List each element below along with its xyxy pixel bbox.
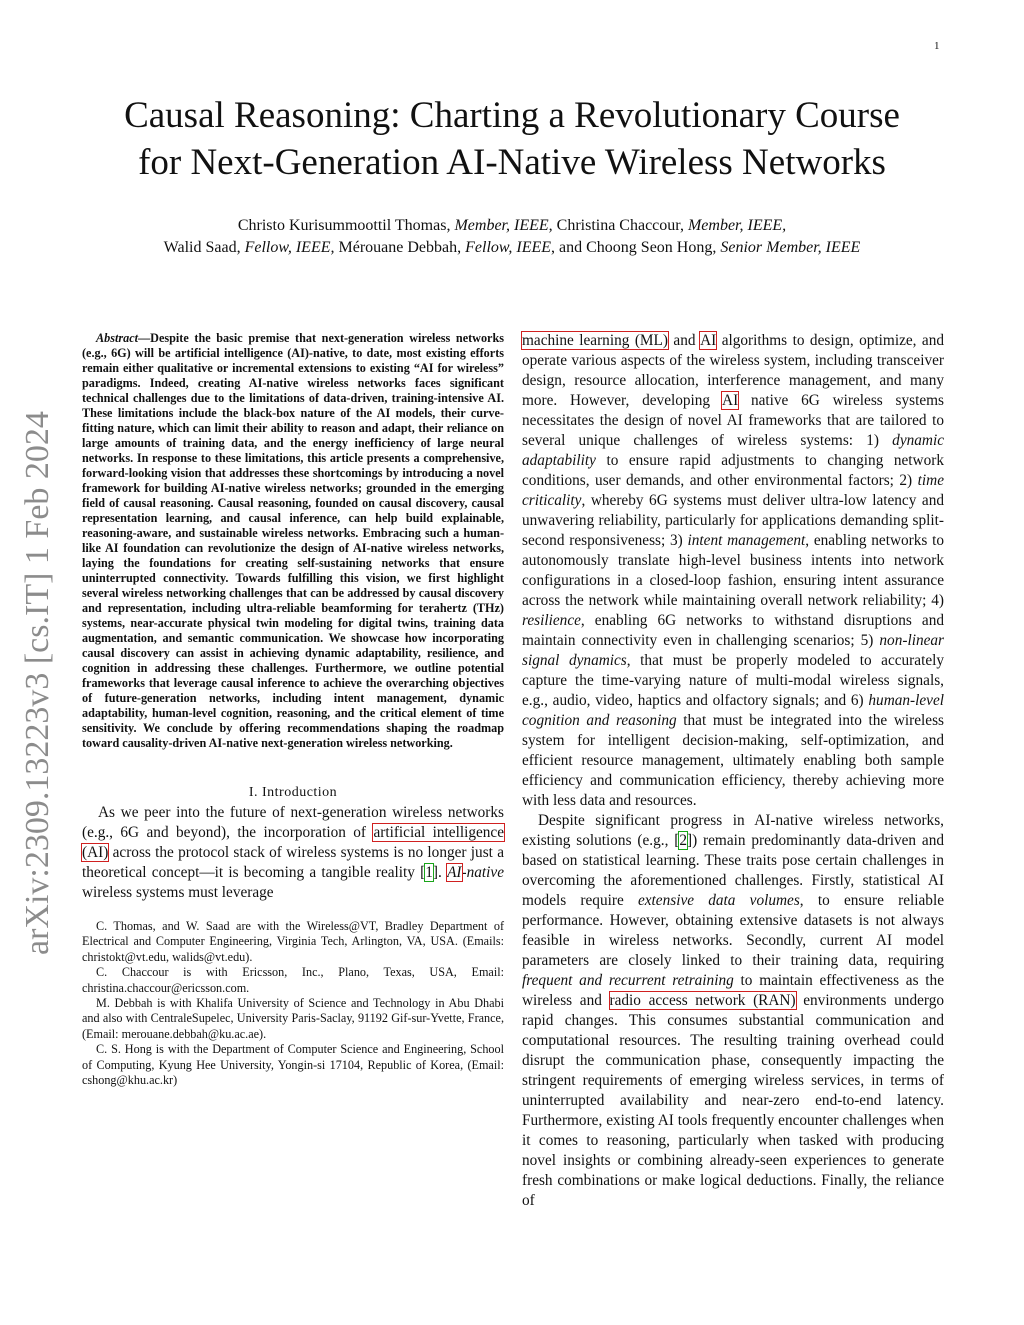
text-run: to ensure rapid adjustments to changing network conditions, user demands, and other environmental factors; 2) bbox=[522, 452, 944, 489]
text-run: algorithms to design, optimize, and operate various aspects of the wireless system, including transceiver design, resource allocation, interference management, and many more. However, developing bbox=[522, 332, 945, 409]
text-run: As we peer into the future of next-generation wireless networks (e.g., 6G and beyond), the incorporation of bbox=[82, 804, 504, 841]
body-paragraph bbox=[522, 811, 944, 1211]
author-line-1 bbox=[60, 215, 964, 237]
footnote: C. Chaccour is with Ericsson, Inc., Plano, Texas, USA, Email: christina.chaccour@ericsson.com. bbox=[82, 965, 504, 995]
author-affiliation-footnotes bbox=[82, 919, 504, 1088]
section-heading-introduction: I. Introduction bbox=[248, 785, 338, 800]
author-role: Member, IEEE, bbox=[687, 217, 787, 234]
page-number: 1 bbox=[934, 40, 940, 52]
author-role: Senior Member, IEEE bbox=[720, 239, 861, 256]
text-run: , enabling 6G networks to withstand disruptions and maintain connectivity even in challenging scenarios; 5) bbox=[522, 612, 944, 649]
author-role: Fellow, IEEE, bbox=[244, 239, 335, 256]
acronym-link-ran[interactable]: radio access network (RAN) bbox=[609, 992, 796, 1009]
text-run: across the protocol stack of wireless systems is no longer just a theoretical concept—it is becoming a tangible reality [ bbox=[82, 844, 504, 881]
text-run: Despite significant progress in AI-native wireless networks, existing solutions (e.g., [ bbox=[522, 812, 944, 849]
text-run: wireless systems must leverage bbox=[82, 884, 274, 901]
title-line-1: Causal Reasoning: Charting a Revolutionary Course bbox=[124, 95, 900, 136]
author-name: Mérouane Debbah, bbox=[334, 239, 466, 256]
left-column bbox=[82, 331, 504, 1088]
abstract-text: —Despite the basic premise that next-generation wireless networks (e.g., 6G) will be artificial intelligence (AI)-native, to date, most existing efforts remain either qualitative or incremental extensions to existing “AI for wireless” paradigms. Indeed, creating AI-native wireless networks faces significant technical challenges due to the limitations of data-driven, training-intensive AI. These limitations include the black-box nature of the AI models, their curve-fitting nature, which can limit their ability to reason and adapt, their reliance on large amounts of training data, and the energy inefficiency of large neural networks. In response to these limitations, this article presents a comprehensive, forward-looking vision that addresses these shortcomings by introducing a novel framework for building AI-native wireless networks; grounded in the emerging field of causal reasoning. Causal reasoning, founded on causal discovery, causal representation learning, and causal inference, can help build explainable, reasoning-aware, and sustainable wireless networks. Embracing such a human-like AI foundation can revolutionize the design of AI-native wireless networks, laying the foundations for creating self-sustaining networks that ensure uninterrupted connectivity. Towards fulfilling this vision, we first highlight several wireless networking challenges that can be addressed by causal discovery and representation, including ultra-reliable beamforming for terahertz (THz) systems, near-accurate physical twin modeling for digital twins, training data augmentation, and semantic communication. We showcase how incorporating causal discovery can assist in achieving dynamic adaptability, resilience, and cognition in addressing these challenges. Furthermore, we outline potential frameworks that leverage causal inference to achieve the overarching objectives of future-generation networks, including intent management, dynamic adaptability, human-level cognition, reasoning, and the critical element of time sensitivity. We conclude by offering recommendations shaping the roadmap toward causality-driven AI-native next-generation wireless networking. bbox=[82, 331, 504, 750]
body-paragraph bbox=[522, 331, 944, 811]
text-run: , whereby 6G systems must deliver ultra-low latency and unwavering reliability, particularly for applications demanding split-second responsiveness; 3) bbox=[522, 492, 944, 549]
acronym-link-ai[interactable]: AI bbox=[722, 392, 739, 409]
text-run: environments undergo rapid changes. This consumes substantial communication and computational resources. The resulting training overhead could disrupt the communication phase, consequently impacting the stringent requirements of emerging wireless services, in terms of uninterrupted availability and near-zero end-to-end latency. Furthermore, existing AI tools frequently encounter challenges when it comes to reasoning, particularly when tasked with producing novel insights or combining already-seen experiences to generate fresh combinations or make logical deductions. Finally, the reliance of bbox=[522, 992, 944, 1209]
text-run: ]. bbox=[432, 864, 448, 881]
text-run: and bbox=[667, 332, 701, 349]
emphasis: dynamic adaptability bbox=[522, 432, 944, 469]
citation-link-2[interactable]: 2 bbox=[679, 832, 687, 849]
emphasis: frequent and recurrent retraining bbox=[522, 972, 734, 989]
paper-title bbox=[60, 92, 964, 186]
citation-link-1[interactable]: 1 bbox=[425, 864, 433, 881]
emphasis: extensive data volumes bbox=[637, 892, 800, 909]
right-column bbox=[522, 331, 944, 1211]
footnote: C. Thomas, and W. Saad are with the Wireless@VT, Bradley Department of Electrical and Computer Engineering, Virginia Tech, Arlington, VA, USA. (Emails: christokt@vt.edu, walids@vt.edu). bbox=[82, 919, 504, 964]
footnote: C. S. Hong is with the Department of Computer Science and Engineering, School of Computing, Kyung Hee University, Yongin-si 17104, Republic of Korea, (Email: cshong@khu.ac.kr) bbox=[82, 1042, 504, 1088]
emphasis: human-level cognition and reasoning bbox=[522, 692, 944, 729]
acronym-link-ai[interactable]: artificial intelligence (AI) bbox=[82, 824, 505, 861]
text-run: , that must be properly modeled to accurately capture the time-varying nature of multi-modal wireless signals, e.g., audio, video, haptics and olfactory signals; and 6) bbox=[522, 652, 945, 709]
acronym-link-ai[interactable]: AI bbox=[700, 332, 717, 349]
text-run: to maintain effectiveness as the wireless and bbox=[522, 972, 944, 1009]
text-run: , enabling networks to autonomously translate high-level business intents into network configurations in a closed-loop fashion, ensuring intent assurance across the network while maintaining overall network reliability; 4) bbox=[522, 532, 944, 609]
acronym-link-ml[interactable]: machine learning (ML) bbox=[522, 332, 668, 349]
arxiv-identifier-stamp[interactable]: arXiv:2309.13223v3 [cs.IT] 1 Feb 2024 bbox=[19, 411, 56, 955]
intro-paragraph bbox=[82, 803, 504, 903]
footnote: M. Debbah is with Khalifa University of Science and Technology in Abu Dhabi and also with CentraleSupelec, University Paris-Saclay, 91192 Gif-sur-Yvette, France, (Email: merouane.debbah@ku.ac.ae). bbox=[82, 996, 504, 1041]
text-run: ]) remain predominantly data-driven and based on statistical learning. These traits pose certain challenges in overcoming the aforementioned challenges. Firstly, statistical AI models require bbox=[522, 832, 945, 909]
author-name: , and Choong Seon Hong, bbox=[551, 239, 721, 256]
text-run: that must be integrated into the wireless system for intelligent decision-making, self-optimization, and efficient resource management, ultimately enabling both sample efficiency and communication efficiency, thereby achieving more with less data and resources. bbox=[522, 712, 944, 809]
emphasis: intent management bbox=[687, 532, 806, 549]
acronym-link-ai-short[interactable]: AI bbox=[447, 864, 462, 881]
author-role: Fellow, IEEE bbox=[465, 239, 552, 256]
emphasis: non-linear signal dynamics bbox=[522, 632, 944, 669]
author-list bbox=[60, 215, 964, 259]
title-line-2: for Next-Generation AI-Native Wireless Networks bbox=[138, 142, 886, 183]
emphasis: time criticality bbox=[522, 472, 944, 509]
author-name: Christina Chaccour, bbox=[552, 217, 688, 234]
text-run: native 6G wireless systems necessitates the design of novel AI frameworks that are tailored to several unique challenges of wireless systems: 1) bbox=[522, 392, 944, 449]
abstract-lead: Abstract bbox=[96, 331, 138, 345]
text-run: -native bbox=[461, 864, 504, 881]
author-line-2 bbox=[60, 237, 964, 259]
author-role: Member, IEEE, bbox=[454, 217, 553, 234]
author-name: Walid Saad, bbox=[163, 239, 245, 256]
author-name: Christo Kurisummoottil Thomas, bbox=[237, 217, 455, 234]
text-run: , to ensure reliable performance. However, obtaining extensive datasets is not always feasible in wireless networks. Secondly, current AI model parameters are closely linked to their training data, requiring bbox=[522, 892, 944, 969]
emphasis: resilience bbox=[522, 612, 581, 629]
abstract bbox=[82, 331, 504, 751]
